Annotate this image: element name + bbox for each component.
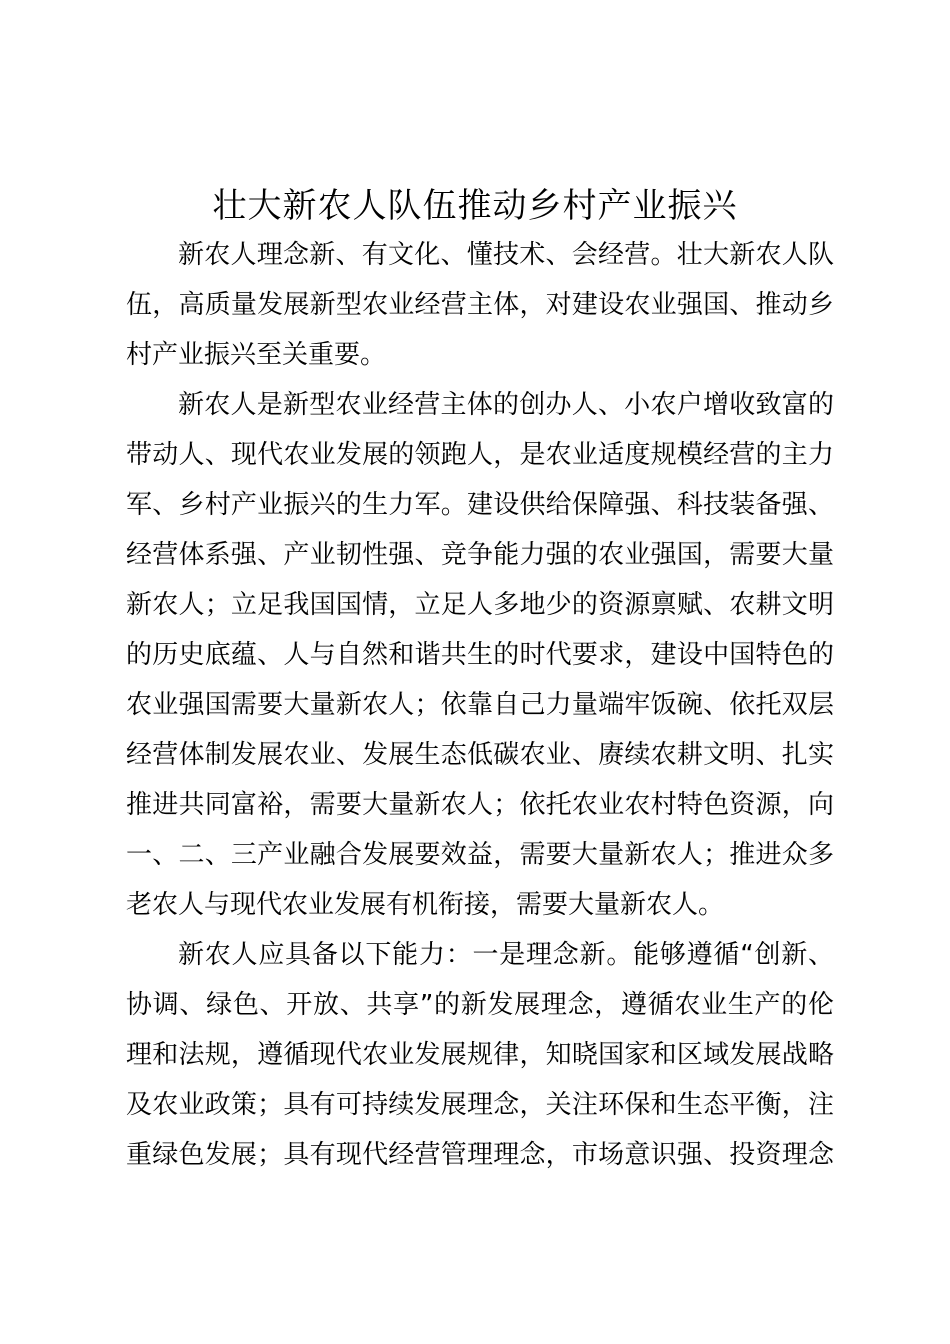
paragraph-3-line-2: 协调、绿色、开放、共享”的新发展理念，遵循农业生产的伦 [126, 990, 834, 1020]
paragraph-2-line-3: 军、乡村产业振兴的生力军。建设供给保障强、科技装备强、 [126, 490, 834, 520]
paragraph-2-line-7: 农业强国需要大量新农人；依靠自己力量端牢饭碗、依托双层 [126, 690, 834, 720]
paragraph-1-line-1: 新农人理念新、有文化、懂技术、会经营。壮大新农人队 [178, 240, 834, 270]
paragraph-1-line-2: 伍，高质量发展新型农业经营主体，对建设农业强国、推动乡 [126, 290, 834, 320]
paragraph-1-line-3: 村产业振兴至关重要。 [126, 340, 387, 370]
paragraph-2-line-1: 新农人是新型农业经营主体的创办人、小农户增收致富的 [178, 390, 834, 420]
paragraph-2-line-6: 的历史底蕴、人与自然和谐共生的时代要求，建设中国特色的 [126, 640, 834, 670]
paragraph-2-line-11: 老农人与现代农业发展有机衔接，需要大量新农人。 [126, 890, 725, 920]
paragraph-3-line-3: 理和法规，遵循现代农业发展规律，知晓国家和区域发展战略 [126, 1040, 834, 1070]
paragraph-2-line-9: 推进共同富裕，需要大量新农人；依托农业农村特色资源，向 [126, 790, 834, 820]
document-title: 壮大新农人队伍推动乡村产业振兴 [212, 186, 738, 226]
paragraph-3-line-1: 新农人应具备以下能力：一是理念新。能够遵循“创新、 [178, 940, 834, 970]
paragraph-2-line-4: 经营体系强、产业韧性强、竞争能力强的农业强国，需要大量 [126, 540, 834, 570]
paragraph-2-line-8: 经营体制发展农业、发展生态低碳农业、赓续农耕文明、扎实 [126, 740, 834, 770]
paragraph-3-line-4: 及农业政策；具有可持续发展理念，关注环保和生态平衡，注 [126, 1090, 834, 1120]
paragraph-2-line-5: 新农人；立足我国国情，立足人多地少的资源禀赋、农耕文明 [126, 590, 834, 620]
paragraph-2-line-2: 带动人、现代农业发展的领跑人，是农业适度规模经营的主力 [126, 440, 834, 470]
paragraph-2-line-10: 一、二、三产业融合发展要效益，需要大量新农人；推进众多 [126, 840, 834, 870]
paragraph-3-line-5: 重绿色发展；具有现代经营管理理念，市场意识强、投资理念 [126, 1140, 834, 1170]
